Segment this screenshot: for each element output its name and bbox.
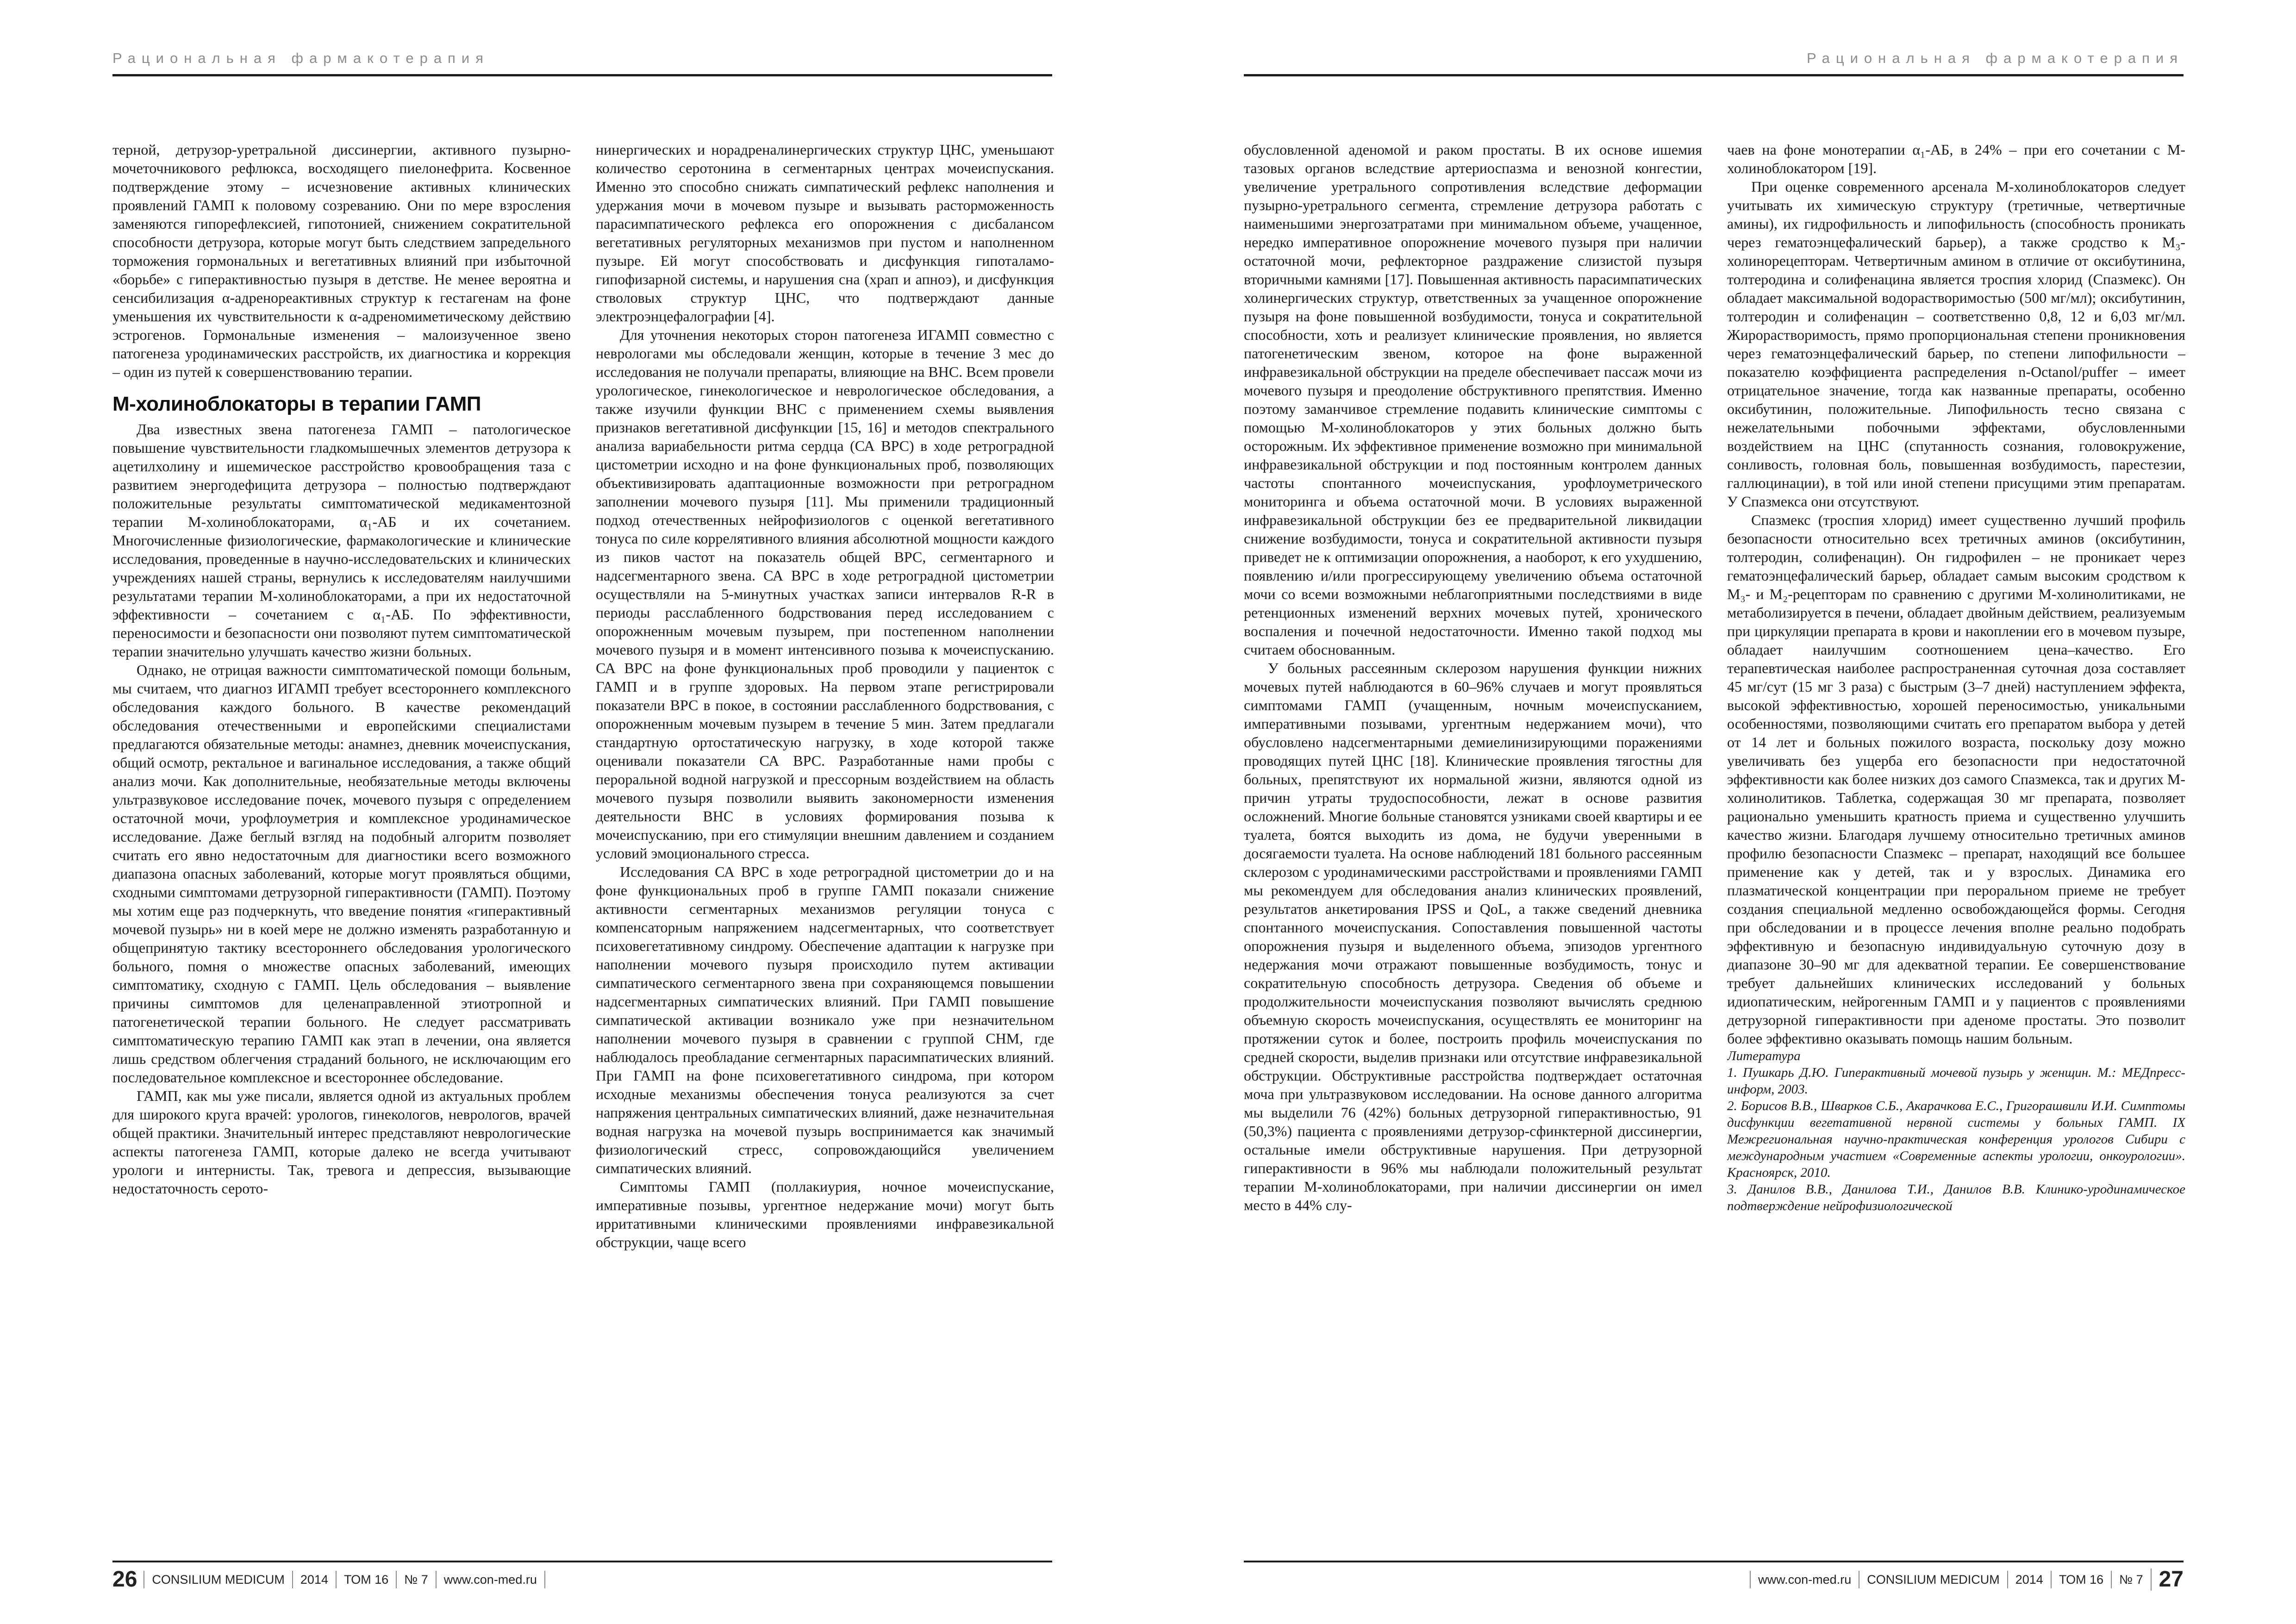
section-heading: М-холиноблокаторы в терапии ГАМП [112,393,481,415]
paragraph-continuation: обусловленной аденомой и раком простаты. В их основе ишемия тазовых органов вследствие артериоспазма и венозной конгестии, увеличение уретрального сопротивления вследствие деформации пузырно-уретрального сегмента, стремление детрузора работать с наименьшими энергозатратами при минимальном объеме, учащенное, нередко императивное опорожнение мочевого пузыря при наличии остаточной мочи, рефлекторное раздражение слизистой пузыря вторичными камнями [17]. Повышенная активность парасимпатических холинергических структур, ответственных за учащенное опорожнение пузыря на фоне повышенной возбудимости, тонуса и сократительной способности, хоть и реализует клинические проявления, но является патогенетическим звеном, которое на фоне выраженной инфравезикальной обструкции на пределе обеспечивает пассаж мочи из мочевого пузыря и преодоление обструктивного препятствия. Именно поэтому заманчивое стремление подавить клинические симптомы с помощью М-холиноблокаторов у этих больных должно быть осторожным. Их эффективное применение возможно при минимальной инфравезикальной обструкции и под постоянным контролем данных частоты спонтанного мочеиспускания, урофлоуметрического мониторинга и объема остаточной мочи. В условиях выраженной инфравезикальной обструкции без ее предварительной ликвидации снижение возбудимости, тонуса и сократительной активности пузыря приведет не к оптимизации опорожнения, а наоборот, к его ухудшению, появлению и/или прогрессирующему увеличению объема остаточной мочи со всеми возможными неблагоприятными последствиями в виде ретенционных изменений верхних мочевых путей, хронического воспаления и почечной недостаточности. Именно такой подход мы считаем обоснованным. [1244,141,1702,658]
page-number: 26 [112,1567,137,1592]
footer-item-volume: ТОМ 16 [2051,1571,2111,1588]
footer-item-website: www.con-med.ru [436,1571,545,1588]
reference-item: 2. Борисов В.В., Шварков С.Б., Акарачкова Е.С., Григорашвили И.И. Симптомы дисфункции вегетативной нервной системы у больных ГАМП. IX Межрегиональная научно-практическая конференция урологов Сибири с международным участием «Современные аспекты урологии, онкоурологии». Красноярск, 2010. [1727,1099,2185,1180]
footer-rule-right [1244,1561,2184,1562]
paragraph: Для уточнения некоторых сторон патогенеза ИГАМП совместно с неврологами мы обследовали женщин, которые в течение 3 мес до исследования не получали препараты, влияющие на ВНС. Всем провели урологическое, гинекологическое и неврологическое обследования, а также изучили функции ВНС с применением схемы выявления признаков вегетативной дисфункции [15, 16] и методов спектрального анализа вариабельности ритма сердца (СА ВРС) в ходе ретроградной цистометрии исходно и на фоне функциональных проб, позволяющих объективизировать адаптационные возможности при ретроградном заполнении мочевого пузыря [11]. Мы применили традиционный подход отечественных нейрофизиологов с оценкой вегетативного тонуса по силе коррелятивного влияния абсолютной мощности каждого из пиков частот на показатель общей ВРС, сегментарного и надсегментарного звена. СА ВРС в ходе ретроградной цистометрии осуществляли на 5-минутных участках записи интервалов R-R в периоды расслабленного бодрствования перед исследованием с опорожненным мочевым пузырем, при постепенном наполнении мочевого пузыря и в момент интенсивного позыва к мочеиспусканию. СА ВРС на фоне функциональных проб проводили у пациенток с ГАМП и в группе здоровых. На первом этапе регистрировали показатели ВРС в покое, в состоянии расслабленного бодрствования, с опорожненным мочевым пузырем в течение 5 мин. Затем предлагали стандартную ортостатическую нагрузку, в ходе которой также оценивали показатели СА ВРС. Разработанные нами пробы с пероральной водной нагрузкой и прессорным воздействием на область мочевого пузыря позволили выявить закономерности изменения деятельности ВНС в условиях формирования позыва к мочеиспусканию, при его стимуляции внешним давлением и созданием условий эмоционального стресса. [596,326,1054,862]
paragraph: Два известных звена патогенеза ГАМП – патологическое повышение чувствительности гладкомышечных элементов детрузора к ацетилхолину и ишемическое расстройство кровообращения таза с развитием энергодефицита детрузора – полностью подтверждают положительные результаты симптоматической медикаментозной терапии М-холиноблокаторами, α₁-АБ и их сочетанием. Многочисленные физиологические, фармакологические и клинические исследования, проведенные в научно-исследовательских и клинических учреждениях нашей страны, вернулись к исследователям наилучшими результатами терапии М-холиноблокаторами, а при их недостаточной эффективности – сочетанием с α₁-АБ. По эффективности, переносимости и безопасности они позволяют путем симптоматической терапии значительно улучшать качество жизни больных. [112,421,571,660]
footer-right [1750,1568,2184,1591]
footer-item-year: 2014 [2007,1571,2051,1588]
header-rule-right [1244,74,2184,76]
paragraph: У больных рассеянным склерозом нарушения функции нижних мочевых путей наблюдаются в 60–96% случаев и могут проявляться симптомами ГАМП (учащенным, ночным мочеиспусканием, императивными позывами, ургентным недержанием мочи), что обусловлено надсегментарными демиелинизирующими поражениями проводящих путей ЦНС [18]. Клинические проявления тягостны для больных, препятствуют их нормальной жизни, являются одной из причин утраты трудоспособности, лежат в основе развития осложнений. Многие больные становятся узниками своей квартиры и ее туалета, боятся выходить из дома, не будучи уверенными в досягаемости туалета. На основе наблюдений 181 больного рассеянным склерозом с уродинамическими расстройствами и проявлениями ГАМП мы рекомендуем для обследования анализ клинических проявлений, результатов анкетирования IPSS и QoL, а также сведений дневника спонтанного мочеиспускания. Сопоставления повышенной частоты опорожнения пузыря и выделенного объема, эпизодов ургентного недержания мочи отражают повышенные возбудимость, тонус и сократительную способность детрузора. Сведения об объеме и продолжительности мочеиспускания позволяют вычислять среднюю объемную скорость мочеиспускания, осуществлять ее мониторинг на протяжении суток и более, построить профиль мочеиспускания по средней скорости, выделив признаки или отсутствие инфравезикальной обструкции. Обструктивные расстройства подтверждает остаточная моча при ультразвуковом исследовании. На основе данного алгоритма мы выделили 76 (42%) больных детрузорной гиперактивностью, 91 (50,3%) пациента с проявлениями детрузор-сфинктерной диссинергии, остальные имели обструктивные нарушения. При детрузорной гиперактивности в 96% мы наблюдали положительный результат терапии М-холиноблокаторами, при наличии диссинергии он имел место в 44% слу- [1244,660,1702,1213]
paragraph: При оценке современного арсенала М-холиноблокаторов следует учитывать их химическую структуру (третичные, четвертичные амины), их гидрофильность и липофильность (способность проникать через гематоэнцефалический барьер), а также сродство к М₃-холинорецепторам. Четвертичным амином в отличие от оксибутинина, толтеродина и солифенацина является троспия хлорид (Спазмекс). Он обладает максимальной водорастворимостью (500 мг/мл); оксибутинин, толтеродин и солифенацин – соответственно 0,8, 12 и 6,03 мг/мл. Жирорастворимость, прямо пропорциональная степени проникновения через гематоэнцефалический барьер, по степени липофильности – показателю коэффициента распределения n-Octanol/puffer – имеет отрицательное значение, тогда как названные препараты, особенно оксибутинин, положительные. Липофильность тесно связана с нежелательными побочными эффектами, обусловленными воздействием на ЦНС (спутанность сознания, головокружение, сонливость, головная боль, повышенная возбудимость, парестезии, галлюцинации), в той или иной степени присущими этим препаратам. У Спазмекса они отсутствуют. [1727,178,2185,510]
reference-item: 3. Данилов В.В., Данилова Т.И., Данилов В.В. Клинико-уродинамическое подтверждение нейрофизиологической [1727,1182,2185,1213]
paragraph: Спазмекс (троспия хлорид) имеет существенно лучший профиль безопасности относительно всех третичных аминов (оксибутинин, толтеродин, солифенацин). Он гидрофилен – не проникает через гематоэнцефалический барьер, обладает самым высоким сродством к М₃- и М₂-рецепторам по сравнению с другими М-холинолитиками, не метаболизируется в печени, обладает двойным действием, реализуемым при циркуляции препарата в крови и накоплении его в мочевом пузыре, обладает наилучшим соотношением цена–качество. Его терапевтическая наиболее распространенная суточная доза составляет 45 мг/сут (15 мг 3 раза) с быстрым (3–7 дней) наступлением эффекта, высокой эффективностью, хорошей переносимостью, уникальными особенностями, позволяющими считать его препаратом выбора у детей от 14 лет и больных пожилого возраста, поскольку дозу можно увеличивать без ущерба его безопасности при недостаточной эффективности как более низких доз самого Спазмекса, так и других М-холинолитиков. Таблетка, содержащая 30 мг препарата, позволяет рационально уменьшить кратность приема и существенно улучшить качество жизни. Благодаря лучшему относительно третичных аминов профилю безопасности Спазмекс – препарат, находящий все большее применение как у детей, так и у взрослых. Динамика его плазматической концентрации при пероральном приеме не требует создания специальной медленно освобождающейся формы. Сегодня при обследовании и в процессе лечения вполне реально подобрать эффективную и безопасную индивидуальную суточную дозу в диапазоне 30–90 мг для адекватной терапии. Ее совершенствование требует дальнейших клинических исследований у больных идиопатическим, нейрогенным ГАМП и у пациентов с проявлениями детрузорной гиперактивности при аденоме простаты. Это позволит более эффективно оказывать помощь нашим больным. [1727,512,2185,1047]
footer-item-issue: № 7 [2111,1571,2150,1588]
column-2 [596,140,1054,1543]
paragraph: ГАМП, как мы уже писали, является одной из актуальных проблем для широкого круга врачей: урологов, гинекологов, неврологов, врачей общей практики. Значительный интерес представляют неврологические аспекты патогенеза ГАМП, которые далеко не всегда учитывают урологи и интернисты. Так, тревога и депрессия, вызывающие недостаточность серото- [112,1087,571,1197]
footer-left [112,1568,545,1591]
paragraph-continuation: чаев на фоне монотерапии α₁-АБ, в 24% – при его сочетании с М-холиноблокатором [19]. [1727,141,2185,176]
column-3 [1244,140,1702,1543]
footer-item-year: 2014 [292,1571,336,1588]
page-number: 27 [2151,1568,2184,1591]
references-heading: Литература [1727,1049,1801,1063]
column-4 [1727,140,2185,1543]
paragraph: Однако, не отрицая важности симптоматической помощи больным, мы считаем, что диагноз ИГАМП требует всестороннего комплексного обследования каждого больного. В качестве рекомендаций обследования отечественными и европейскими специалистами предлагаются обязательные методы: анамнез, дневник мочеиспускания, общий осмотр, ректальное и вагинальное исследования, а также общий анализ мочи. Как дополнительные, необязательные методы включены ультразвуковое исследование почек, мочевого пузыря с определением остаточной мочи, урофлоуметрия и комплексное уродинамическое исследование. Даже беглый взгляд на подобный алгоритм позволяет считать его явно недостаточным для диагностики всего возможного диапазона опасных заболеваний, которые могут проявляться общими, сходными симптомами детрузорной гиперактивности (ГАМП). Поэтому мы хотим еще раз подчеркнуть, что введение понятия «гиперактивный мочевой пузырь» ни в коей мере не должно изменять разработанную и общепринятую тактику всестороннего обследования урологического больного, помня о множестве опасных заболеваний, имеющих симптоматику, сходную с ГАМП. Цель обследования – выявление причины симптомов для целенаправленной этиотропной и патогенетической терапии больного. Не следует рассматривать симптоматическую терапию ГАМП как этап в лечении, она является лишь средством облегчения страданий больного, не исключающим его последовательное комплексное и всестороннее обследование. [112,662,571,1086]
paragraph-continuation: нинергических и норадреналинергических структур ЦНС, уменьшают количество серотонина в сегментарных центрах мочеиспускания. Именно это способно снижать симпатический рефлекс наполнения и удержания мочи в мочевом пузыре и вызывать расторможенность парасимпатического рефлекса его опорожнения с дисбалансом вегетативных регуляторных механизмов при пустом и наполненном пузыре. Ей могут способствовать и дисфункция гипоталамо-гипофизарной системы, и нарушения сна (храп и апноэ), и дисфункция стволовых структур ЦНС, что подтверждают данные электроэнцефалографии [4]. [596,141,1054,325]
header-rule-left [112,74,1052,76]
running-head-left: Рациональная фармакотерапия [112,50,490,66]
paragraph: Исследования СА ВРС в ходе ретроградной цистометрии до и на фоне функциональных проб в группе ГАМП показали снижение активности сегментарных механизмов регуляции тонуса с компенсаторным напряжением надсегментарных, что соответствует психовегетативному синдрому. Обеспечение адаптации к нагрузке при наполнении мочевого пузыря происходило путем активации симпатического сегментарного звена при сохраняющемся повышении надсегментарных симпатических влияний. При ГАМП повышение симпатической активации возникало уже при незначительном наполнении мочевого пузыря в сравнении с группой СНМ, где наблюдалось преобладание сегментарных парасимпатических влияний. При ГАМП на фоне психовегетативного синдрома, при котором исходные механизмы обеспечения тонуса реализуются за счет напряжения центральных симпатических влияний, даже незначительная водная нагрузка на мочевой пузырь воспринимается как значимый физиологический стресс, сопровождающийся увеличением симпатических влияний. [596,863,1054,1176]
footer-item-volume: ТОМ 16 [336,1571,396,1588]
footer-item-journal: CONSILIUM MEDICUM [1859,1571,2007,1588]
paragraph: Симптомы ГАМП (поллакиурия, ночное мочеиспускание, императивные позывы, ургентное недержание мочи) могут быть ирритативными клиническими проявлениями инфравезикальной обструкции, чаще всего [596,1178,1054,1250]
footer-item-journal: CONSILIUM MEDICUM [144,1571,292,1588]
paragraph-continuation: терной, детрузор-уретральной диссинергии, активного пузырно-мочеточникового рефлюкса, восходящего пиелонефрита. Косвенное подтверждение этому – исчезновение активных клинических проявлений ГАМП к половому созреванию. Они по мере взросления заменяются гипорефлексией, гипотонией, снижением сократительной способности детрузора, которые могут быть следствием запредельного торможения гормональных и вегетативных влияний при избыточной «борьбе» с гиперактивностью пузыря в детстве. Не менее вероятна и сенсибилизация α-адренореактивных структур к гестагенам на фоне уменьшения их чувствительности к α-адреномиметическому действию эстрогенов. Гормональные изменения – малоизученное звено патогенеза уродинамических расстройств, их диагностика и коррекция – один из путей к совершенствованию терапии. [112,141,571,380]
page-right [1148,0,2296,1624]
footer-item-issue: № 7 [396,1571,435,1588]
footer-rule-left [112,1561,1052,1562]
column-1 [112,140,571,1543]
reference-item: 1. Пушкарь Д.Ю. Гиперактивный мочевой пузырь у женщин. М.: МЕДпресс-информ, 2003. [1727,1065,2185,1097]
footer-item-website: www.con-med.ru [1750,1571,1859,1588]
running-head-right: Рациональная фармакотерапия [1806,50,2184,66]
